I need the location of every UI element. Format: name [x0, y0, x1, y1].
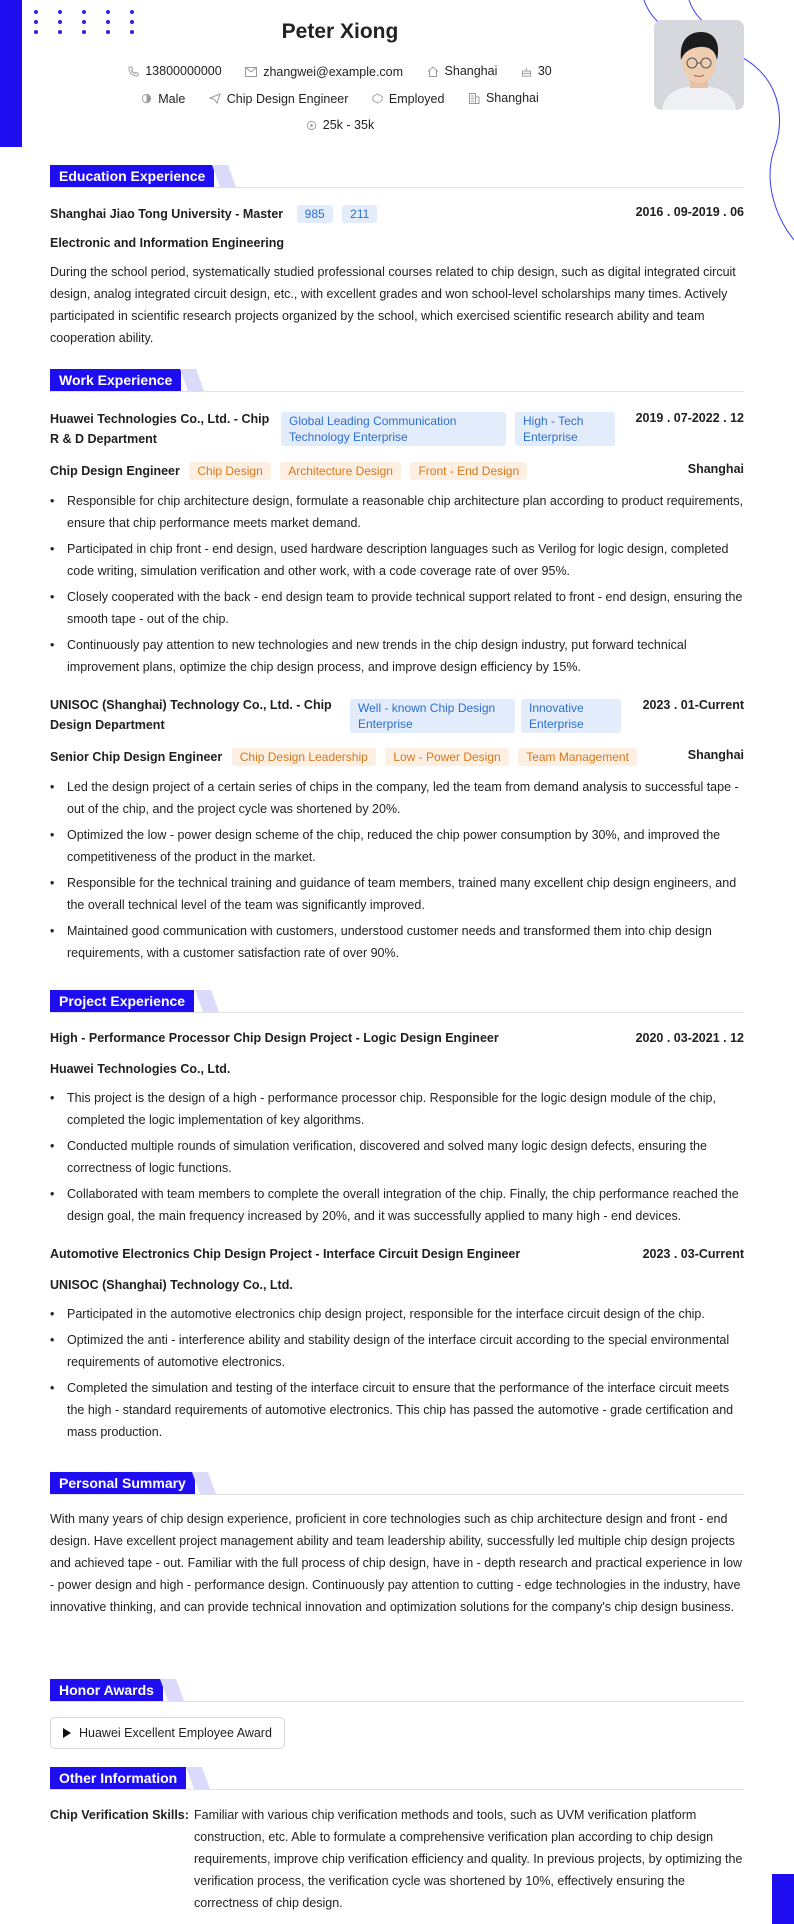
project-date: 2020 . 03-2021 . 12: [635, 1031, 744, 1045]
award-text: Huawei Excellent Employee Award: [79, 1726, 272, 1740]
skill-tag: Architecture Design: [280, 462, 401, 480]
other-section: [50, 1767, 744, 1910]
job-bullet: • Led the design project of a certain series of chips in the company, led the team from demand analysis to successful tape - out of the chip, and the project cycle was shortened by 20%.: [50, 776, 744, 820]
age-item: [521, 64, 552, 78]
contact-row: [0, 64, 680, 80]
resume-header: [0, 0, 794, 150]
project-bullet: • Collaborated with team members to complete the overall integration of the chip. Finally, the chip performance reached the design goal, the main frequency increased by 20%, and it was successfully applied to many high - end devices.: [50, 1183, 744, 1227]
job-location: Shanghai: [687, 462, 744, 476]
avatar: [654, 20, 744, 110]
company-tag-wrap: [281, 412, 506, 446]
candidate-name: Peter Xiong: [281, 20, 399, 43]
school-name: Shanghai Jiao Tong University - Master: [50, 207, 284, 221]
other-section-title: [50, 1767, 744, 1790]
city-item: [427, 64, 498, 78]
project-name: High - Performance Processor Chip Design Project - Logic Design Engineer: [50, 1031, 499, 1045]
job-date: 2019 . 07-2022 . 12: [635, 411, 744, 425]
job-company: Huawei Technologies Co., Ltd. - Chip R & D Department: [50, 412, 270, 446]
title-tail-decoration: [160, 1679, 184, 1701]
email-text: zhangwei@example.com: [263, 64, 404, 79]
phone-icon: [128, 66, 139, 77]
job-bullets: [50, 490, 744, 682]
title-tail-decoration: [192, 1472, 216, 1494]
job-info-row: [0, 91, 680, 107]
salary-item: [306, 118, 374, 132]
summary-section: [50, 1472, 744, 1614]
company-tag-wrap: [515, 412, 615, 446]
triangle-icon: [63, 1728, 71, 1738]
job-bullet: • Optimized the low - power design scheme of the chip, reduced the chip power consumption by 30%, and improved the competitiveness of the product in the market.: [50, 824, 744, 868]
job-role-row: [50, 748, 744, 766]
job-role: Chip Design Engineer: [50, 464, 180, 478]
company-tag-wrap: [521, 699, 621, 733]
company-tag-wrap: [350, 699, 515, 733]
education-section-title: [50, 165, 744, 188]
title-tail-decoration: [212, 165, 236, 187]
phone-item: [128, 64, 221, 78]
award-item: [50, 1717, 285, 1749]
project-bullet: • Optimized the anti - interference ability and stability design of the interface circuit according to the special environmental requirements of automotive electronics.: [50, 1329, 744, 1373]
project-header-row: [50, 1031, 744, 1045]
skill-tag: Team Management: [518, 748, 637, 766]
project-bullets: [50, 1087, 744, 1231]
project-name: Automotive Electronics Chip Design Project - Interface Circuit Design Engineer: [50, 1247, 521, 1261]
honors-title-label: Honor Awards: [50, 1679, 163, 1701]
mail-icon: [245, 67, 257, 77]
job-bullet: • Responsible for chip architecture design, formulate a reasonable chip architecture plan according to product requirements, ensure that chip performance meets market demand.: [50, 490, 744, 534]
job-role: Senior Chip Design Engineer: [50, 750, 223, 764]
company-tag: Global Leading Communication Technology Enterprise: [281, 412, 506, 446]
education-header-row: [50, 205, 744, 223]
project-title-label: Project Experience: [50, 990, 194, 1012]
other-info-label: Chip Verification Skills:: [50, 1808, 189, 1822]
project-section-title: [50, 990, 744, 1013]
job-bullet: • Participated in chip front - end design, used hardware description languages such as Verilog for logic design, completed code writing, simulation verification and other work, with a code coverage rate of over 95%.: [50, 538, 744, 582]
project-section: [50, 990, 744, 1439]
project-bullets: [50, 1303, 744, 1447]
company-tag: High - Tech Enterprise: [515, 412, 615, 446]
skill-tag: Front - End Design: [410, 462, 527, 480]
phone-text: 13800000000: [145, 64, 222, 78]
project-date: 2023 . 03-Current: [642, 1247, 744, 1261]
title-tail-decoration: [186, 1767, 210, 1789]
honors-section: [50, 1679, 744, 1740]
skill-tag: Low - Power Design: [385, 748, 508, 766]
status-text: Employed: [388, 91, 445, 106]
salary-text: 25k - 35k: [322, 118, 375, 132]
send-icon: [209, 93, 221, 104]
cake-icon: [521, 66, 532, 77]
other-info-text: Familiar with various chip verification methods and tools, such as UVM verification platform construction, etc. Able to formulate a comprehensive verification plan according to chip design requirements, improve chip verification efficiency and quality. In previous projects, by optimizing the verification process, the verification cycle was shortened by 10%, effectively ensuring the correctness of chip design.: [194, 1808, 743, 1910]
title-tail-decoration: [195, 990, 219, 1012]
avatar-portrait: [654, 20, 744, 110]
education-title-label: Education Experience: [50, 165, 214, 187]
job-bullet: • Continuously pay attention to new technologies and new trends in the chip design industry, put forward technical improvement plans, optimize the chip design process, and improve design efficiency by 15%.: [50, 634, 744, 678]
skill-tag: Chip Design Leadership: [232, 748, 376, 766]
email-item: [245, 65, 403, 79]
job-bullet: • Closely cooperated with the back - end design team to provide technical support related to front - end design, ensuring the smooth tape - out of the chip.: [50, 586, 744, 630]
school-tag: 211: [342, 205, 377, 223]
position-item: [209, 92, 349, 106]
status-item: [372, 92, 445, 106]
home-icon: [427, 66, 439, 77]
project-bullet: • Completed the simulation and testing of the interface circuit to ensure that the performance of the interface circuit meets the high - standard requirements of automotive electronics. This chip has passed the automotive - grade certification and mass production.: [50, 1377, 744, 1443]
project-bullet: • Conducted multiple rounds of simulation verification, discovered and solved many logic design defects, ensuring the correctness of logic functions.: [50, 1135, 744, 1179]
position-text: Chip Design Engineer: [226, 91, 349, 106]
title-tail-decoration: [180, 369, 204, 391]
company-tag: Well - known Chip Design Enterprise: [350, 699, 515, 733]
gender-icon: [141, 93, 152, 104]
summary-text: With many years of chip design experience, proficient in core technologies such as chip architecture design and front - end design. Have excellent project management ability and team leadership ability, successfully led multiple chip design projects and achieved tape - out. Familiar with the full process of chip design, have in - depth research and practical experience in low - power design and high - performance design. Continuously pay attention to cutting - edge technologies in the industry, have innovative thinking, and can provide technical innovation and optimization solutions for the company's chip design business.: [50, 1512, 743, 1614]
project-header-row: [50, 1247, 744, 1261]
building-icon: [468, 92, 480, 104]
project-company: UNISOC (Shanghai) Technology Co., Ltd.: [50, 1278, 293, 1292]
summary-section-title: [50, 1472, 744, 1495]
other-title-label: Other Information: [50, 1767, 186, 1789]
coin-icon: [306, 120, 317, 131]
project-bullet: • This project is the design of a high - performance processor chip. Responsible for the logic design module of the chip, completed the logic implementation of key algorithms.: [50, 1087, 744, 1131]
job-role-row: [50, 462, 744, 480]
education-section: [50, 165, 744, 345]
major-name: Electronic and Information Engineering: [50, 236, 285, 250]
gender-item: [141, 92, 185, 106]
project-bullet: • Participated in the automotive electronics chip design project, responsible for the interface circuit design of the chip.: [50, 1303, 744, 1325]
job-location: Shanghai: [687, 748, 744, 762]
company-tag: Innovative Enterprise: [521, 699, 621, 733]
age-text: 30: [537, 64, 552, 78]
project-company: Huawei Technologies Co., Ltd.: [50, 1062, 231, 1076]
job-company: UNISOC (Shanghai) Technology Co., Ltd. - Chip Design Department: [50, 698, 332, 732]
work-city-text: Shanghai: [485, 91, 539, 105]
job-date: 2023 . 01-Current: [642, 698, 744, 712]
gender-text: Male: [158, 91, 186, 106]
skill-tag: Chip Design: [189, 462, 270, 480]
city-text: Shanghai: [444, 64, 498, 78]
education-date: 2016 . 09-2019 . 06: [635, 205, 744, 219]
education-description: During the school period, systematically studied professional courses related to chip design, such as digital integrated circuit design, analog integrated circuit design, etc., with excellent grades and won school-level scholarships many times. Actively participated in scientific research projects organized by the school, which exercised scientific research ability and team cooperation ability.: [50, 265, 736, 345]
salary-row: [0, 118, 680, 134]
work-section: [50, 369, 744, 960]
job-bullet: • Maintained good communication with customers, understood customer needs and transformed them into chip design requirements, with a customer satisfaction rate of over 90%.: [50, 920, 744, 964]
right-accent-bar: [772, 1874, 794, 1924]
school-tag: 985: [297, 205, 333, 223]
work-title-label: Work Experience: [50, 369, 181, 391]
work-city-item: [468, 91, 539, 105]
summary-title-label: Personal Summary: [50, 1472, 195, 1494]
status-icon: [372, 93, 383, 104]
job-bullets: [50, 776, 744, 968]
job-bullet: • Responsible for the technical training and guidance of team members, trained many excellent chip design engineers, and the overall technical level of the team was significantly improved.: [50, 872, 744, 916]
work-section-title: [50, 369, 744, 392]
honors-section-title: [50, 1679, 744, 1702]
